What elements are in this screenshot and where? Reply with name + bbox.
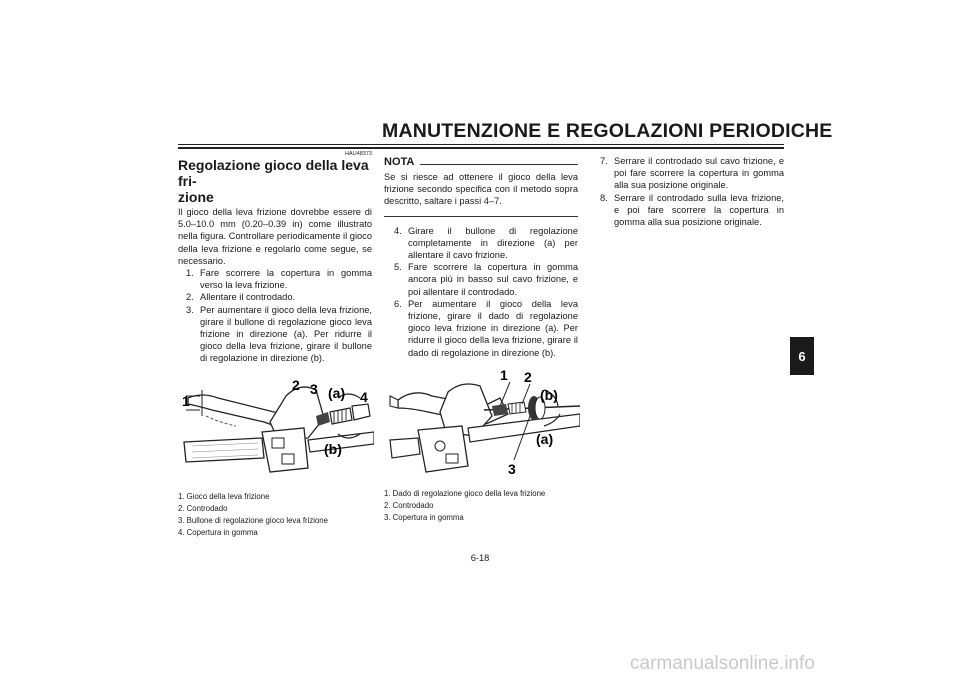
step-number: 2. [186,292,194,303]
step-item [186,267,372,291]
step-number: 6. [394,298,402,309]
middle-column [384,156,578,359]
figure-label-1: 1 [182,393,190,409]
caption-item: 1. Dado di regolazione gioco della leva frizione [384,489,546,498]
step-number: 1. [186,268,194,279]
step-item [186,291,372,303]
heading-line-2: zione [178,189,214,205]
step-text: Serrare il controdado sulla leva frizione, e poi fare scorrere la copertura in gomma alla sua posizione originale. [614,192,784,228]
header-rule-bottom [178,147,784,149]
step-text: Per aumentare il gioco della leva frizione, girare il bullone di regolazione gioco leva frizione in direzione (a). Per ridurre il gioco della leva frizione, girare il bullone di regolazione in direzione (b). [200,304,372,364]
right-column [600,155,784,228]
header-rule-top [178,144,784,145]
note-title-rule [420,164,578,165]
locknut [508,402,526,414]
caption-item: 2. Controdado [178,504,228,513]
middle-figure-captions [384,488,584,524]
handlebar-grip [184,438,264,462]
step-text: Serrare il controdado sul cavo frizione, e poi fare scorrere la copertura in gomma alla sua posizione originale. [614,156,784,191]
caption-item: 1. Gioco della leva frizione [178,492,270,501]
left-column [178,151,372,365]
figure-clutch-lever-left [178,376,374,484]
switch-block [418,426,468,472]
watermark: carmanualsonline.info [630,653,815,674]
note-end-rule [384,216,578,217]
steps-list-left [178,267,372,365]
lever-tip [390,396,398,408]
note-text: Se si riesce ad ottenere il gioco della leva frizione secondo specifica con il metodo sopra descritto, saltare i passi 4–7. [384,172,578,207]
section-tab: 6 [790,337,814,375]
step-number: 8. [600,192,608,203]
step-item [600,155,784,192]
caption-item: 4. Copertura in gomma [178,528,258,537]
heading-line-1: Regolazione gioco della leva fri- [178,157,369,189]
section-heading [178,157,372,205]
step-item [394,261,578,298]
figure-label-3: 3 [508,461,516,477]
figure-clutch-cable-adjuster [384,366,580,484]
handlebar-grip [390,438,420,458]
left-figure-captions [178,491,372,539]
step-item [394,298,578,359]
rubber-cover [352,404,370,420]
adjusting-bolt [330,408,352,424]
step-item [600,192,784,229]
page-header-title: MANUTENZIONE E REGOLAZIONI PERIODICHE [382,120,833,142]
step-text: Per aumentare il gioco della leva frizione, girare il dado di regolazione gioco leva frizione in direzione (a). Per ridurre il gioco della leva frizione, girare il dado di regolazione in direzione (b). [408,298,578,358]
lever-dashed-outline [206,416,236,426]
step-number: 4. [394,225,402,236]
figure-label-b: (b) [540,387,558,403]
figure-label-a: (a) [536,431,554,447]
caption-item: 3. Copertura in gomma [384,513,464,522]
section-code: HAU48373 [345,151,372,157]
figure-label-b: (b) [324,441,342,457]
caption-item: 3. Bullone di regolazione gioco leva frizione [178,516,328,525]
step-number: 5. [394,262,402,273]
page-number: 6-18 [470,553,490,563]
switch-block [262,428,308,472]
steps-list-middle [384,225,578,359]
figure-label-4: 4 [360,389,368,405]
figure-label-a: (a) [328,385,346,401]
note-title: NOTA [384,156,415,168]
step-item [394,225,578,262]
step-text: Fare scorrere la copertura in gomma verso la leva frizione. [200,268,372,291]
figure-label-3: 3 [310,381,318,397]
step-text: Allentare il controdado. [200,292,296,303]
figure-label-2: 2 [292,377,300,393]
step-text: Girare il bullone di regolazione completamente in direzione (a) per allentare il cavo frizione. [408,225,578,261]
step-text: Fare scorrere la copertura in gomma ancora più in basso sul cavo frizione, e poi allentare il controdado. [408,262,578,297]
figure-label-1: 1 [500,367,508,383]
caption-item: 2. Controdado [384,501,434,510]
figure-label-2: 2 [524,369,532,385]
step-number: 3. [186,304,194,315]
step-number: 7. [600,156,608,166]
intro-paragraph: Il gioco della leva frizione dovrebbe essere di 5.0–10.0 mm (0.20–0.39 in) come illustrato nella figura. Controllare periodicamente il gioco della leva frizione e regolarlo come segue, se necessario. [178,207,372,266]
step-item [186,304,372,365]
note-header [384,156,578,168]
